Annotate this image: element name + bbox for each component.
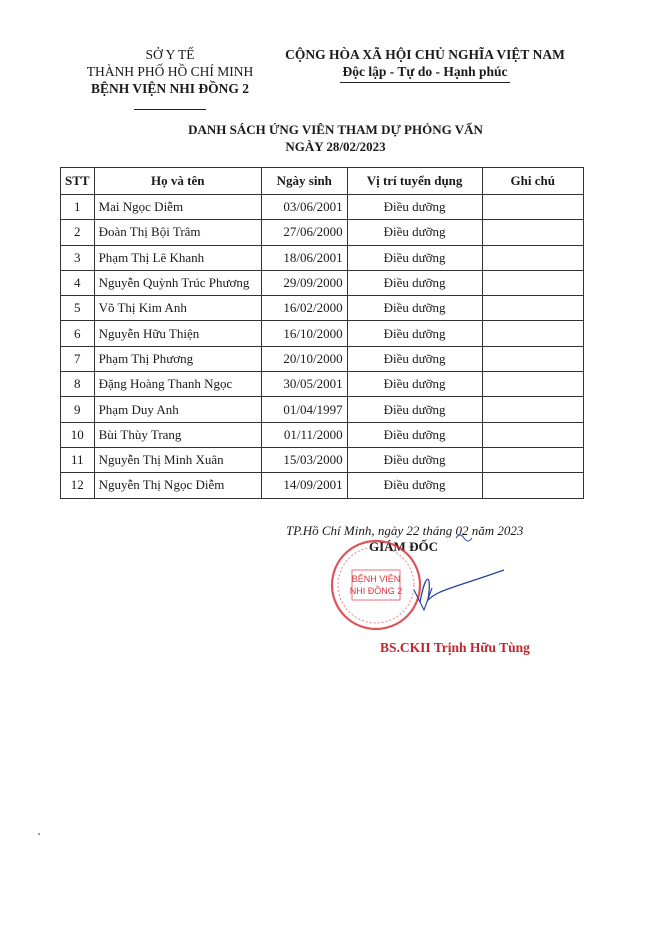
stt-cell: 12: [61, 473, 95, 498]
note-cell: [482, 296, 583, 321]
table-row: [61, 195, 584, 220]
note-cell: [482, 195, 583, 220]
dob-cell: 15/03/2000: [261, 447, 347, 472]
stt-cell: 7: [61, 346, 95, 371]
candidate-table: [60, 167, 584, 499]
position-cell: Điều dưỡng: [347, 346, 482, 371]
national-motto-header: [270, 46, 580, 83]
motto-underline: [340, 82, 510, 83]
stt-cell: 9: [61, 397, 95, 422]
motto: Độc lập - Tự do - Hạnh phúc: [342, 64, 508, 79]
note-cell: [482, 473, 583, 498]
position-cell: Điều dưỡng: [347, 422, 482, 447]
note-cell: [482, 346, 583, 371]
name-cell: Mai Ngọc Diễm: [94, 195, 261, 220]
agency-line-1: SỞ Y TẾ: [145, 47, 195, 62]
stt-cell: 11: [61, 447, 95, 472]
stt-cell: 1: [61, 195, 95, 220]
signer-name: BS.CKII Trịnh Hữu Tùng: [380, 640, 530, 655]
table-row: [61, 321, 584, 346]
dob-cell: 01/11/2000: [261, 422, 347, 447]
header-name: Họ và tên: [94, 168, 261, 195]
name-cell: Võ Thị Kim Anh: [94, 296, 261, 321]
position-cell: Điều dưỡng: [347, 321, 482, 346]
position-cell: Điều dưỡng: [347, 245, 482, 270]
stt-cell: 3: [61, 245, 95, 270]
table-row: [61, 270, 584, 295]
title-line-2: NGÀY 28/02/2023: [285, 139, 386, 154]
svg-text:BỆNH VIỆN: BỆNH VIỆN: [351, 574, 401, 584]
title-line-1: DANH SÁCH ỨNG VIÊN THAM DỰ PHỎNG VẤN: [188, 122, 483, 137]
name-cell: Phạm Thị Phương: [94, 346, 261, 371]
table-body: [61, 195, 584, 499]
header-position: Vị trí tuyển dụng: [347, 168, 482, 195]
svg-text:NHI ĐỒNG 2: NHI ĐỒNG 2: [349, 586, 403, 596]
dob-cell: 27/06/2000: [261, 220, 347, 245]
table-row: [61, 372, 584, 397]
position-cell: Điều dưỡng: [347, 220, 482, 245]
dob-cell: 14/09/2001: [261, 473, 347, 498]
dob-cell: 18/06/2001: [261, 245, 347, 270]
country-name: CỘNG HÒA XÃ HỘI CHỦ NGHĨA VIỆT NAM: [285, 47, 565, 62]
dob-cell: 03/06/2001: [261, 195, 347, 220]
stt-cell: 10: [61, 422, 95, 447]
dob-cell: 30/05/2001: [261, 372, 347, 397]
stt-cell: 2: [61, 220, 95, 245]
table-header-row: [61, 168, 584, 195]
name-cell: Nguyễn Thị Ngọc Diễm: [94, 473, 261, 498]
issuing-agency-header: [60, 46, 280, 114]
place-date: TP.Hồ Chí Minh, ngày 22 tháng 02 năm 2023: [286, 523, 524, 538]
name-cell: Nguyễn Thị Minh Xuân: [94, 447, 261, 472]
table-row: [61, 447, 584, 472]
name-cell: Phạm Thị Lê Khanh: [94, 245, 261, 270]
table-row: [61, 397, 584, 422]
agency-line-2: THÀNH PHỐ HỒ CHÍ MINH: [86, 64, 254, 79]
agency-underline: [134, 109, 206, 110]
official-seal-and-signature: [328, 530, 508, 640]
dob-cell: 20/10/2000: [261, 346, 347, 371]
name-cell: Nguyễn Hữu Thiện: [94, 321, 261, 346]
director-title: GIÁM ĐỐC: [369, 539, 438, 554]
table-row: [61, 346, 584, 371]
table-row: [61, 422, 584, 447]
position-cell: Điều dưỡng: [347, 195, 482, 220]
header-dob: Ngày sinh: [261, 168, 347, 195]
stt-cell: 6: [61, 321, 95, 346]
document-title: [0, 121, 671, 155]
note-cell: [482, 422, 583, 447]
name-cell: Phạm Duy Anh: [94, 397, 261, 422]
note-cell: [482, 447, 583, 472]
note-cell: [482, 270, 583, 295]
position-cell: Điều dưỡng: [347, 473, 482, 498]
note-cell: [482, 220, 583, 245]
position-cell: Điều dưỡng: [347, 447, 482, 472]
dob-cell: 16/10/2000: [261, 321, 347, 346]
position-cell: Điều dưỡng: [347, 372, 482, 397]
stt-cell: 4: [61, 270, 95, 295]
note-cell: [482, 321, 583, 346]
table-row: [61, 245, 584, 270]
position-cell: Điều dưỡng: [347, 397, 482, 422]
stt-cell: 8: [61, 372, 95, 397]
position-cell: Điều dưỡng: [347, 270, 482, 295]
name-cell: Bùi Thùy Trang: [94, 422, 261, 447]
note-cell: [482, 397, 583, 422]
dob-cell: 01/04/1997: [261, 397, 347, 422]
note-cell: [482, 245, 583, 270]
header-stt: STT: [61, 168, 95, 195]
stt-cell: 5: [61, 296, 95, 321]
table-row: [61, 296, 584, 321]
header-note: Ghi chú: [482, 168, 583, 195]
name-cell: Nguyễn Quỳnh Trúc Phương: [94, 270, 261, 295]
name-cell: Đoàn Thị Bội Trâm: [94, 220, 261, 245]
note-cell: [482, 372, 583, 397]
position-cell: Điều dưỡng: [347, 296, 482, 321]
name-cell: Đặng Hoàng Thanh Ngọc: [94, 372, 261, 397]
table-row: [61, 220, 584, 245]
agency-line-3: BỆNH VIỆN NHI ĐỒNG 2: [90, 81, 250, 96]
scan-speck: [38, 833, 40, 835]
table-row: [61, 473, 584, 498]
dob-cell: 16/02/2000: [261, 296, 347, 321]
dob-cell: 29/09/2000: [261, 270, 347, 295]
